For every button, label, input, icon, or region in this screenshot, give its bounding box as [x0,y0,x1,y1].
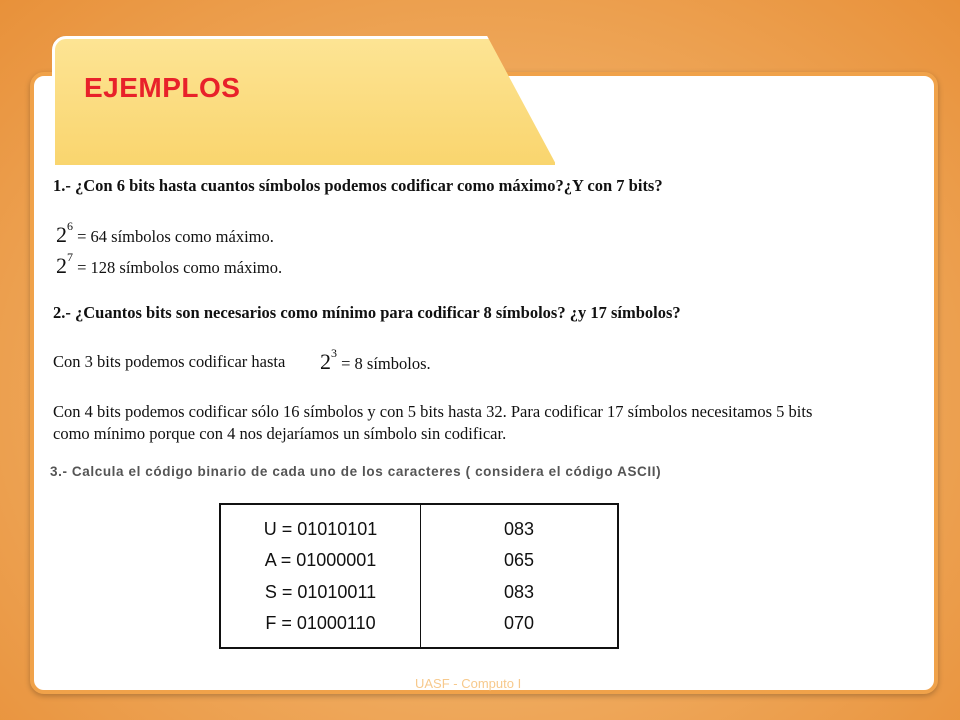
answer-1a-text: = 64 símbolos como máximo. [73,227,274,246]
binary-cell: U = 01010101 [263,518,378,539]
ascii-table [219,503,619,649]
answer-1b-text: = 128 símbolos como máximo. [73,258,283,277]
answer-2b-line2: como mínimo porque con 4 nos dejaríamos un símbolo sin codificar. [53,424,507,443]
answer-1b-exp: 7 [67,250,73,264]
code-cell: 083 [503,518,535,539]
question-1: 1.- ¿Con 6 bits hasta cuantos símbolos podemos codificar como máximo?¿Y con 7 bits? [53,176,663,195]
answer-2b-line1: Con 4 bits podemos codificar sólo 16 símbolos y con 5 bits hasta 32. Para codificar 17 símbolos necesitamos 5 bits [53,402,813,421]
question-2: 2.- ¿Cuantos bits son necesarios como mínimo para codificar 8 símbolos? ¿y 17 símbolos? [53,303,681,322]
footer-text: UASF - Computo I [415,676,522,691]
answer-1b-base: 2 [56,253,67,278]
answer-2a-suffix: = 8 símbolos. [337,354,431,373]
code-cell: 083 [503,581,535,602]
page-title: EJEMPLOS [84,72,241,103]
binary-cell: A = 01000001 [264,550,377,571]
question-3: 3.- Calcula el código binario de cada uno de los caracteres ( considera el código ASCII) [50,464,662,479]
code-column [421,505,617,647]
answer-2a-exp: 3 [331,346,337,360]
binary-column [221,505,421,647]
binary-cell: S = 01010011 [264,581,377,602]
answer-2a-power [320,346,431,375]
answer-1a [56,219,274,248]
answer-2a-base: 2 [320,349,331,374]
code-cell: 070 [503,613,535,634]
answer-1a-exp: 6 [67,219,73,233]
binary-cell: F = 01000110 [265,613,376,634]
answer-1a-base: 2 [56,222,67,247]
code-cell: 065 [503,550,535,571]
answer-1b [56,250,283,279]
answer-2a-prefix: Con 3 bits podemos codificar hasta [53,352,286,371]
